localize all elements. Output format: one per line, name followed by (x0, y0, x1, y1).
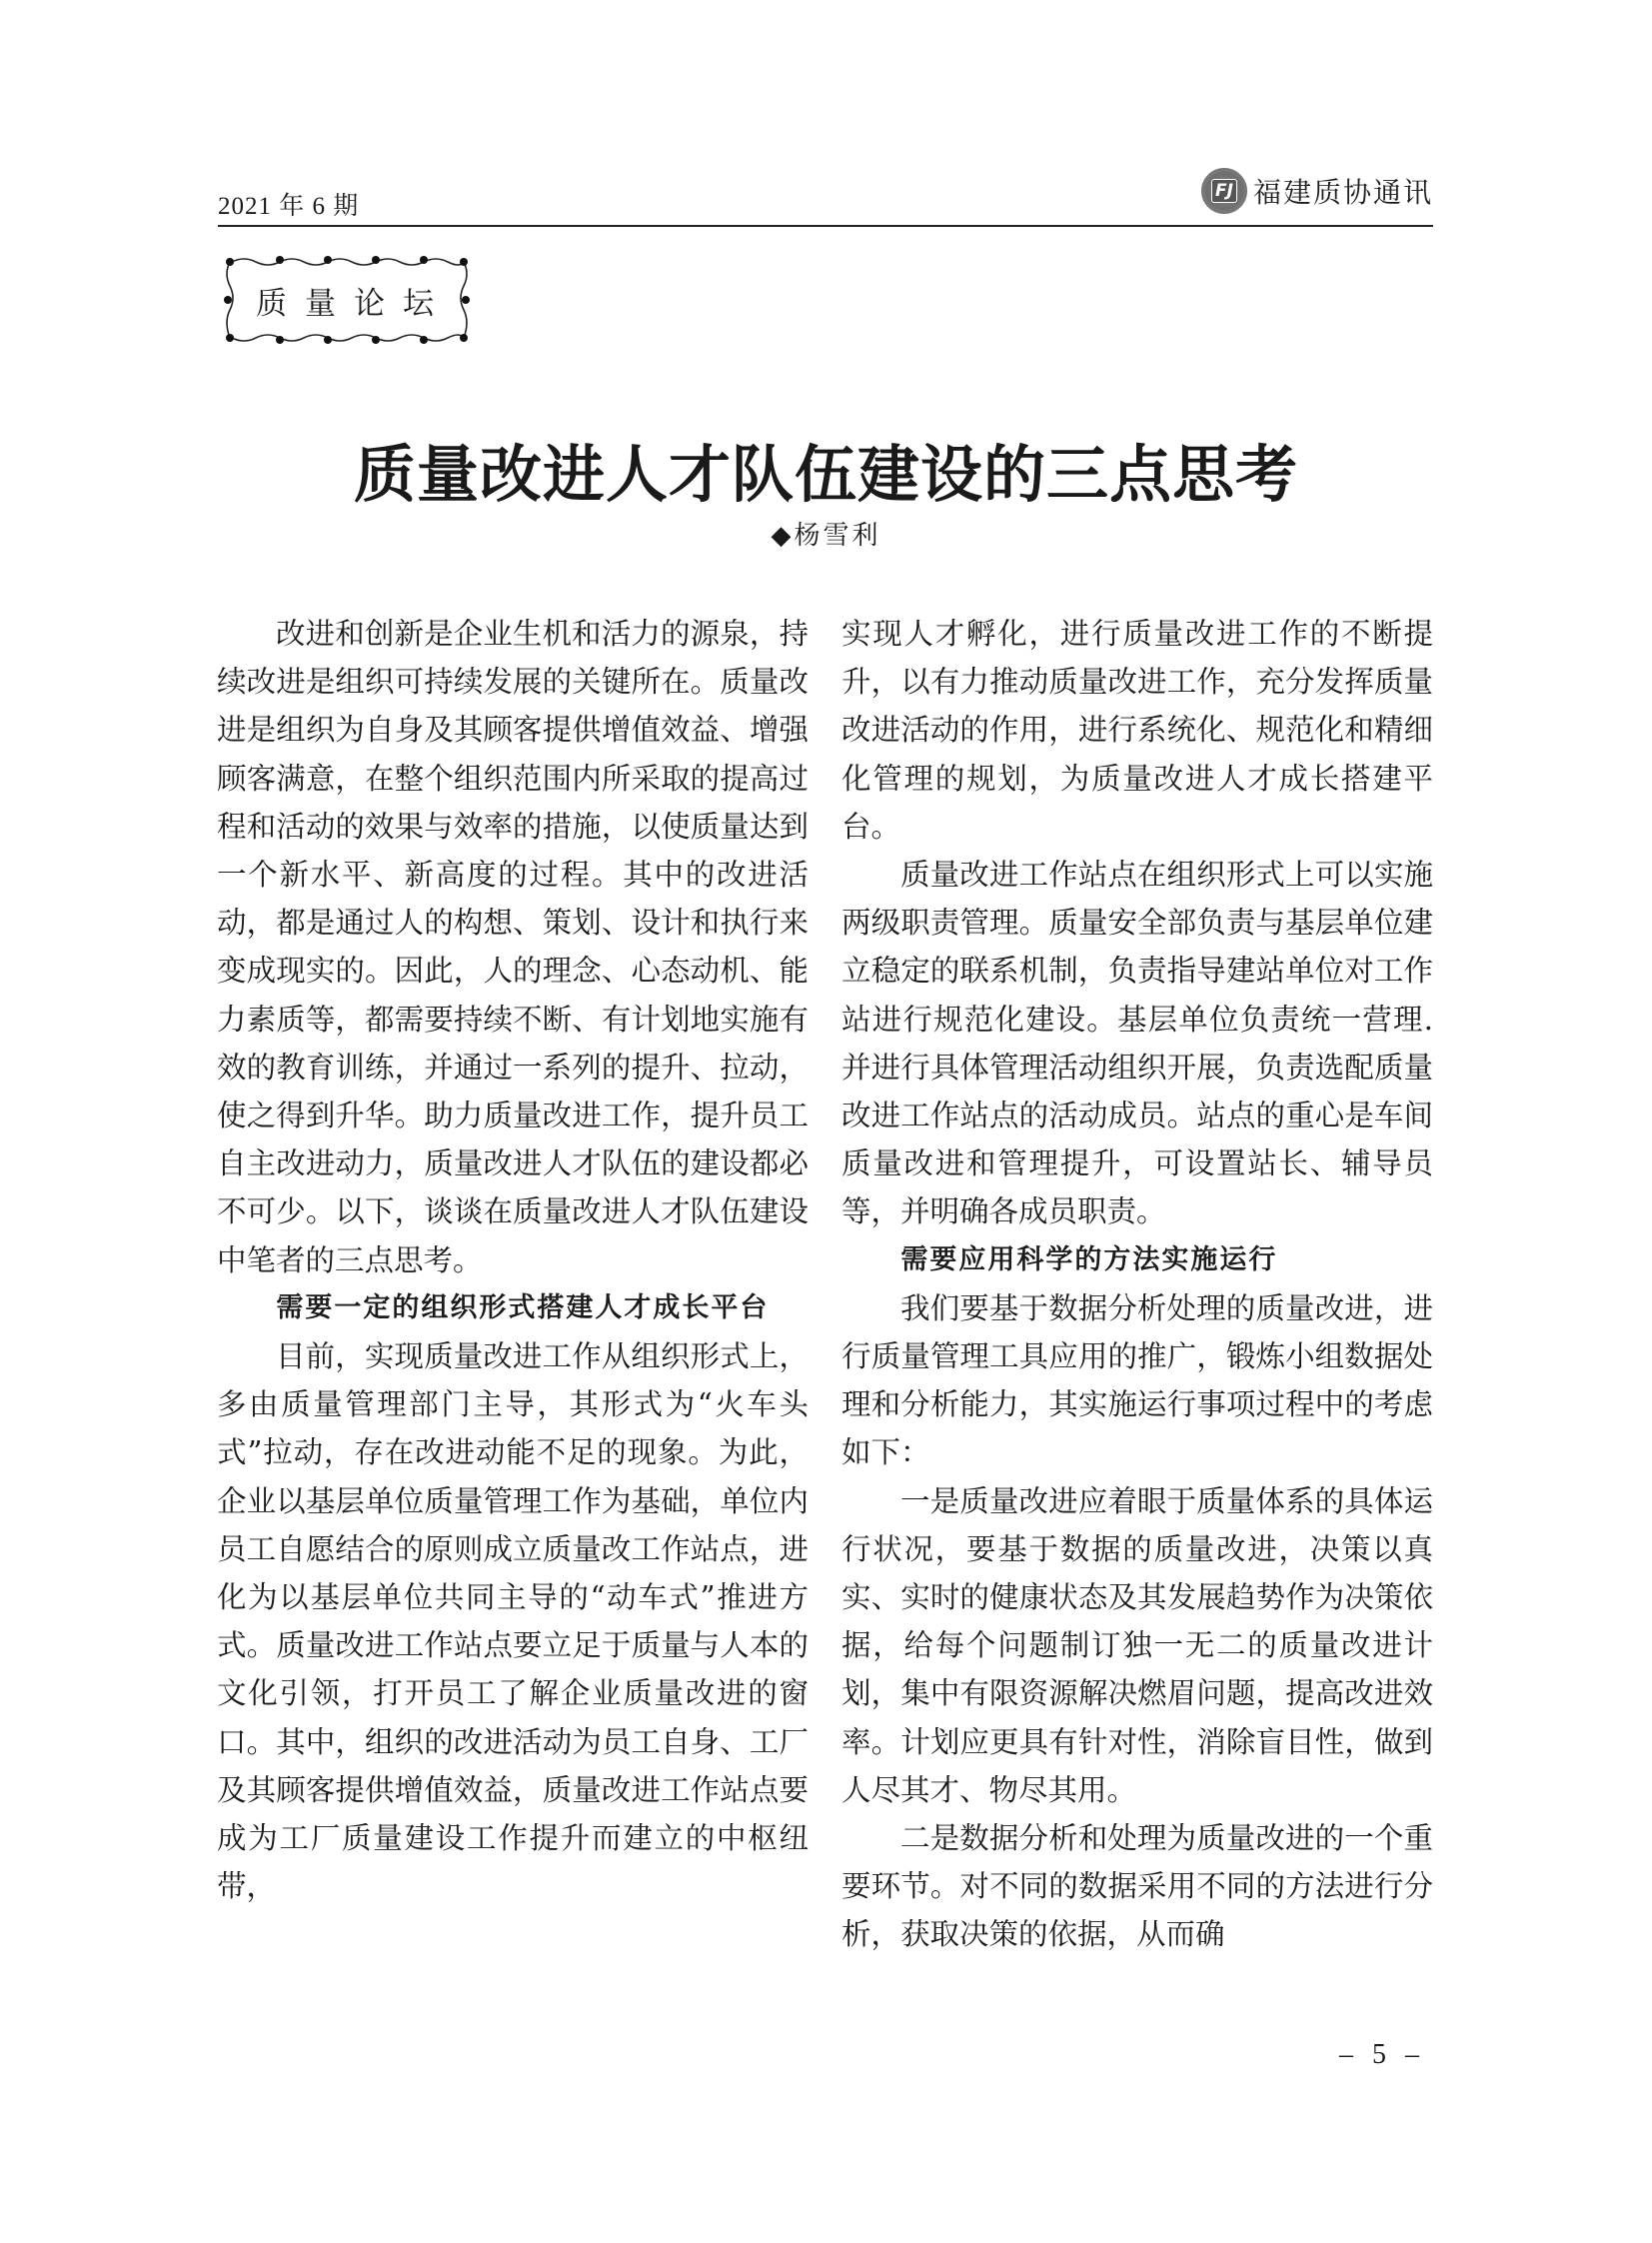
paragraph: 目前，实现质量改进工作从组织形式上，多由质量管理部门主导，其形式为“火车头式”拉动，存在改进动能不足的现象。为此，企业以基层单位质量管理工作为基础，单位内员工自愿结合的原则成立质量改工作站点，进化为以基层单位共同主导的“动车式”推进方式。质量改进工作站点要立足于质量与人本的文化引领，打开员工了解企业质量改进的窗口。其中，组织的改进活动为员工自身、工厂及其顾客提供增值效益，质量改进工作站点要成为工厂质量建设工作提升而建立的中枢纽带， (217, 1339, 809, 1904)
publication-logo-icon (1201, 168, 1247, 214)
column-badge-label: 质量论坛 (256, 285, 452, 322)
article-title: 质量改进人才队伍建设的三点思考 (353, 438, 1298, 511)
paragraph: 改进和创新是企业生机和活力的源泉，持续改进是组织可持续发展的关键所在。质量改进是组织为自身及其顾客提供增值效益、增强顾客满意，在整个组织范围内所采取的提高过程和活动的效果与效率的措施，以使质量达到一个新水平、新高度的过程。其中的改进活动，都是通过人的构想、策划、设计和执行来变成现实的。因此，人的理念、心态动机、能力素质等，都需要持续不断、有计划地实施有效的教育训练，并通过一系列的提升、拉动，使之得到升华。助力质量改进工作，提升员工自主改进动力，质量改进人才队伍的建设都必不可少。以下，谈谈在质量改进人才队伍建设中笔者的三点思考。 (217, 617, 809, 1277)
paragraph: 我们要基于数据分析处理的质量改进，进行质量管理工具应用的推广，锻炼小组数据处理和分析能力，其实施运行事项过程中的考虑如下： (841, 1290, 1433, 1470)
column-badge (222, 252, 472, 348)
paragraph: 一是质量改进应着眼于质量体系的具体运行状况，要基于数据的质量改进，决策以真实、实时的健康状态及其发展趋势作为决策依据，给每个问题制订独一无二的质量改进计划，集中有限资源解决燃眉问题，提高改进效率。计划应更具有针对性，消除盲目性，做到人尽其才、物尽其用。 (841, 1483, 1433, 1807)
left-column (217, 610, 809, 1910)
author-name: 杨雪利 (794, 521, 881, 551)
section-heading: 需要一定的组织形式搭建人才成长平台 (276, 1291, 770, 1323)
paragraph: 二是数据分析和处理为质量改进的一个重要环节。对不同的数据采用不同的方法进行分析，获取决策的依据，从而确 (841, 1821, 1433, 1952)
publication-name: 福建质协通讯 (1252, 176, 1433, 209)
paragraph: 实现人才孵化，进行质量改进工作的不断提升，以有力推动质量改进工作，充分发挥质量改进活动的作用，进行系统化、规范化和精细化管理的规划，为质量改进人才成长搭建平台。 (841, 617, 1433, 844)
header-divider (218, 225, 1433, 227)
page-number: – 5 – (1339, 2039, 1425, 2070)
diamond-icon: ◆ (771, 521, 795, 551)
right-column (841, 610, 1433, 1959)
paragraph: 质量改进工作站点在组织形式上可以实施两级职责管理。质量安全部负责与基层单位建立稳定的联系机制，负责指导建站单位对工作站进行规范化建设。基层单位负责统一营理. 并进行具体管理活动组织开展，负责选配质量改进工作站点的活动成员。站点的重心是车间质量改进和管理提升，可设置站长、辅导员等，并明确各成员职责。 (841, 858, 1433, 1229)
logo-text: FJ (1211, 179, 1237, 203)
section-heading: 需要应用科学的方法实施运行 (900, 1243, 1278, 1275)
issue-label: 2021 年 6 期 (218, 193, 360, 220)
publication-brand (1201, 168, 1433, 214)
article-author (0, 515, 1652, 552)
